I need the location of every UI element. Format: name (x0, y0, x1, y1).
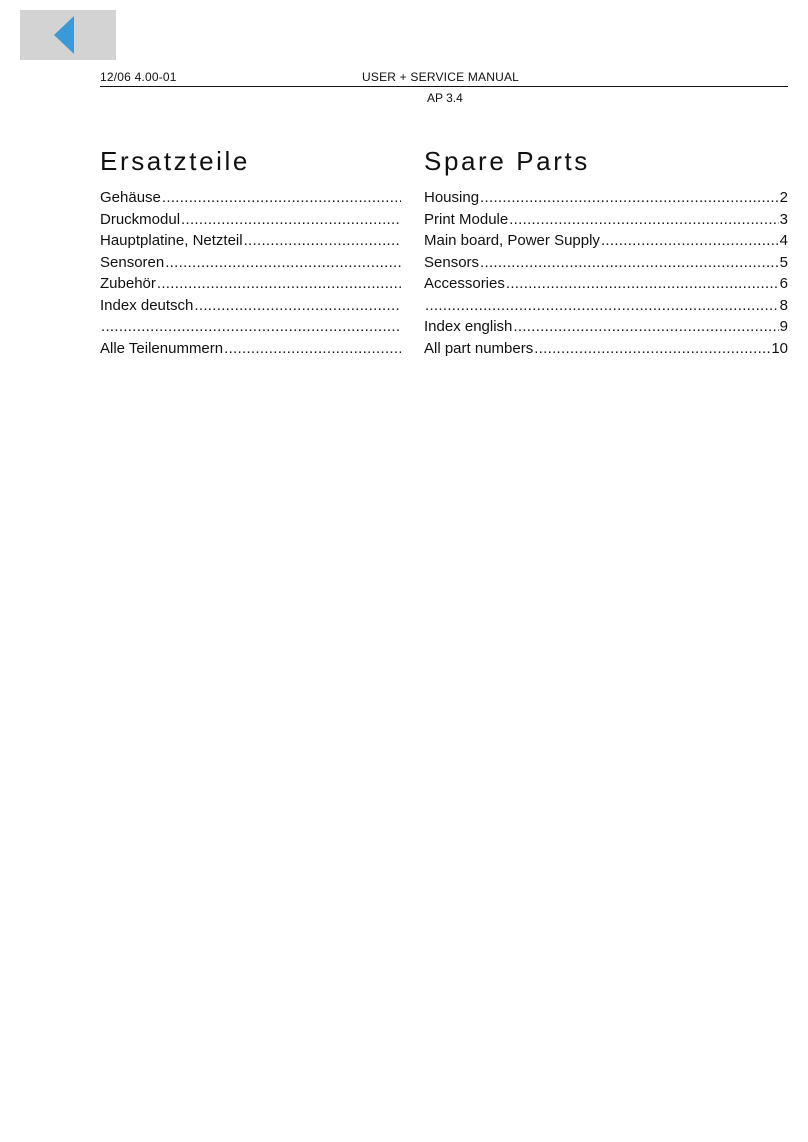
toc-entry-english[interactable] (424, 295, 788, 317)
toc-leader (224, 338, 401, 360)
toc-entry-german[interactable] (100, 252, 402, 274)
toc-entry-english[interactable] (424, 338, 788, 360)
toc-leader (534, 338, 770, 360)
toc-entry-german[interactable] (100, 209, 402, 231)
toc-entry-english[interactable] (424, 209, 788, 231)
toc-entry-german[interactable] (100, 230, 402, 252)
toc-leader (194, 295, 401, 317)
toc-entry-german[interactable] (100, 273, 402, 295)
toc-entry-label: Zubehör (100, 275, 156, 292)
toc-entry-german[interactable] (100, 316, 402, 338)
toc-entry-label: Alle Teilenummern (100, 339, 224, 357)
toc-entry-english[interactable] (424, 252, 788, 274)
toc-leader (480, 252, 779, 274)
toc-entry-page: 9 (779, 318, 788, 335)
toc-german (100, 187, 402, 359)
toc-entry-page: 4 (779, 232, 788, 249)
back-button[interactable] (20, 10, 116, 60)
toc-entry-page: 3 (779, 210, 788, 228)
toc-entry-label: Index english (424, 318, 513, 335)
section-title-german: Ersatzteile (100, 146, 250, 176)
toc-entry-english[interactable] (424, 316, 788, 338)
toc-leader (181, 209, 401, 231)
toc-entry-label: Index deutsch (100, 296, 194, 314)
toc-entry-page: 8 (779, 296, 788, 314)
section-title-english: Spare Parts (424, 146, 590, 176)
header-manual-title: USER + SERVICE MANUAL (362, 70, 520, 84)
toc-leader (509, 209, 778, 231)
toc-entry-page: 5 (779, 253, 788, 271)
toc-leader (101, 316, 401, 338)
toc-entry-page: 10 (771, 339, 788, 357)
back-arrow-icon (54, 16, 76, 54)
toc-leader (513, 316, 778, 338)
header-date-version: 12/06 4.00-01 (100, 70, 177, 84)
toc-entry-label: Sensoren (100, 253, 165, 271)
header-product: AP 3.4 (427, 91, 463, 105)
toc-entry-page: 6 (779, 275, 788, 292)
toc-leader (157, 273, 401, 295)
toc-english (424, 187, 788, 359)
toc-entry-label: All part numbers (424, 339, 534, 357)
toc-leader (162, 187, 401, 209)
toc-entry-english[interactable] (424, 273, 788, 295)
toc-entry-label: Accessories (424, 275, 505, 292)
header-divider (100, 86, 788, 87)
toc-entry-label: Hauptplatine, Netzteil (100, 232, 243, 249)
toc-leader (506, 273, 779, 295)
toc-entry-german[interactable] (100, 295, 402, 317)
toc-entry-label: Sensors (424, 253, 480, 271)
toc-entry-page: 2 (779, 189, 788, 206)
toc-entry-german[interactable] (100, 338, 402, 360)
toc-entry-label: Druckmodul (100, 210, 181, 228)
toc-leader (480, 187, 779, 209)
toc-leader (425, 295, 779, 317)
toc-entry-label: Housing (424, 189, 480, 206)
toc-leader (601, 230, 779, 252)
toc-entry-label: Gehäuse (100, 189, 161, 206)
toc-entry-label: Print Module (424, 210, 509, 228)
toc-leader (244, 230, 401, 252)
toc-entry-english[interactable] (424, 187, 788, 209)
toc-entry-label: Main board, Power Supply (424, 232, 600, 249)
toc-entry-german[interactable] (100, 187, 402, 209)
toc-entry-english[interactable] (424, 230, 788, 252)
toc-leader (165, 252, 401, 274)
